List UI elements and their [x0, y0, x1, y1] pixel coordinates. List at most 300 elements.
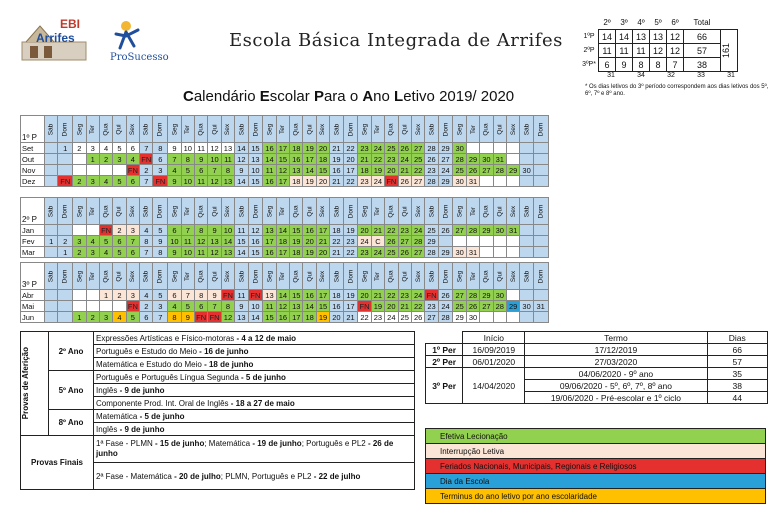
day-cell: 26	[411, 312, 424, 323]
day-cell: 4	[99, 247, 112, 258]
day-cell: 22	[371, 154, 384, 165]
footer-value: 31	[727, 72, 735, 79]
day-cell	[45, 312, 58, 323]
day-cell: FN	[426, 290, 437, 300]
day-header: Sex	[126, 198, 139, 225]
day-cell: 26	[398, 247, 411, 258]
day-header: Sáb	[520, 263, 533, 290]
day-header: Ter	[371, 198, 384, 225]
day-header: Qua	[385, 116, 398, 143]
day-header: Sáb	[45, 116, 58, 143]
day-header: Dom	[58, 116, 73, 143]
day-cell: 15	[235, 236, 248, 247]
day-cell: FN	[386, 176, 397, 186]
day-cell: 16	[290, 154, 303, 165]
day-header: Qui	[303, 263, 316, 290]
day-cell: 2	[73, 247, 86, 258]
day-header: Qui	[113, 116, 126, 143]
footer-value: 34	[637, 72, 645, 79]
day-header: Qua	[290, 116, 303, 143]
day-cell: 30	[480, 154, 493, 165]
day-cell: 31	[493, 154, 506, 165]
prova-final-item: 1ª Fase - PLMN - 15 de junho; Matemática - 19 de junho; Português e PL2 - 26 de junho	[94, 436, 415, 463]
day-cell	[99, 301, 112, 312]
day-cell: 5	[181, 165, 194, 176]
svg-text:EBI: EBI	[60, 17, 81, 31]
day-cell: 27	[480, 165, 493, 176]
day-header: Qua	[99, 198, 112, 225]
day-header: Sex	[411, 116, 424, 143]
prosucesso-logo	[104, 14, 184, 64]
legend-item: Terminus do ano letivo por ano escolaridade	[426, 489, 766, 504]
day-cell: 23	[425, 165, 438, 176]
day-cell: 21	[358, 154, 371, 165]
day-cell: 27	[398, 236, 411, 247]
day-cell: 22	[343, 176, 358, 187]
day-cell: 24	[398, 154, 411, 165]
day-header: Dom	[533, 263, 548, 290]
year-header: 5º	[654, 18, 662, 27]
day-header: Qua	[290, 263, 303, 290]
day-cell: 28	[466, 225, 479, 236]
day-cell: 4	[140, 290, 153, 301]
day-cell	[58, 225, 73, 236]
period-label: 3ºP*	[582, 61, 596, 68]
day-header: Dom	[153, 198, 168, 225]
month-row	[21, 236, 549, 247]
day-header: Seg	[263, 263, 276, 290]
day-cell: 20	[330, 312, 343, 323]
legend-item: Feriados Nacionais, Municipais, Regionais e Religiosos	[426, 459, 766, 474]
day-cell: 7	[153, 312, 168, 323]
day-cell: 25	[453, 165, 466, 176]
day-cell: 24	[411, 225, 424, 236]
day-cell: FN	[248, 290, 263, 301]
day-cell	[480, 143, 493, 154]
day-cell: 27	[411, 247, 424, 258]
day-cell: 7	[140, 143, 153, 154]
day-cell	[45, 247, 58, 258]
day-cell: 8	[221, 301, 234, 312]
day-cell: 29	[438, 143, 453, 154]
day-cell: 7	[126, 236, 139, 247]
summary-cell: 14	[616, 30, 633, 44]
legend-item: Efetiva Lecionação	[426, 429, 766, 444]
day-cell: 18	[358, 165, 371, 176]
day-cell: 23	[371, 312, 384, 323]
day-cell	[493, 176, 506, 187]
svg-text:Arrifes: Arrifes	[36, 31, 75, 45]
day-cell: 11	[263, 165, 276, 176]
day-cell: 4	[168, 301, 181, 312]
provas-afericao-label: Provas de Aferição	[21, 332, 49, 436]
day-cell: 21	[371, 225, 384, 236]
year-header: 2º	[603, 18, 611, 27]
day-cell: 19	[316, 312, 329, 323]
summary-cell: 11	[633, 44, 650, 58]
day-cell: 12	[208, 176, 221, 187]
day-header: Qua	[194, 116, 207, 143]
day-cell: FN	[153, 176, 168, 187]
day-cell: 4	[126, 154, 139, 165]
day-header: Dom	[248, 263, 263, 290]
day-cell	[520, 312, 533, 323]
day-cell: 14	[303, 165, 316, 176]
day-cell	[73, 154, 86, 165]
day-header: Sex	[411, 263, 424, 290]
day-cell: 21	[343, 312, 358, 323]
day-cell: 11	[194, 176, 207, 187]
day-header: Qui	[208, 198, 221, 225]
day-cell: 8	[153, 143, 168, 154]
day-cell	[507, 290, 520, 301]
day-cell: 21	[316, 236, 329, 247]
day-cell: 9	[235, 165, 248, 176]
month-row	[21, 154, 549, 165]
day-cell	[533, 165, 548, 176]
prova-item: Português e Português Língua Segunda - 5 de junho	[94, 371, 415, 384]
day-header: Seg	[73, 263, 86, 290]
day-cell: 6	[113, 236, 126, 247]
day-cell: 3	[126, 225, 139, 236]
summary-cell: 11	[599, 44, 616, 58]
day-cell: 24	[371, 247, 384, 258]
day-cell: 27	[411, 143, 424, 154]
year-header: 3º	[620, 18, 628, 27]
day-header: Dom	[533, 198, 548, 225]
period-start: 06/01/2020	[463, 356, 525, 368]
day-header: Sáb	[140, 198, 153, 225]
day-header: Sáb	[235, 263, 248, 290]
day-header: Dom	[533, 116, 548, 143]
day-cell: 23	[358, 143, 371, 154]
day-cell	[45, 154, 58, 165]
legend-item: Interrupção Letiva	[426, 444, 766, 459]
day-cell: 10	[221, 225, 234, 236]
day-cell: 23	[358, 247, 371, 258]
day-header: Sáb	[45, 263, 58, 290]
day-cell: FN	[58, 176, 73, 187]
total-header: Total	[693, 18, 711, 27]
day-cell	[493, 247, 506, 258]
day-cell: 9	[208, 290, 221, 301]
day-header: Sex	[221, 263, 234, 290]
day-cell: 19	[371, 301, 384, 312]
day-cell: 2	[113, 290, 126, 301]
day-cell	[533, 225, 548, 236]
day-cell	[493, 236, 506, 247]
day-cell: 23	[398, 225, 411, 236]
day-cell: 31	[507, 225, 520, 236]
day-cell: 18	[303, 312, 316, 323]
day-cell	[45, 290, 58, 301]
day-cell: 21	[371, 290, 384, 301]
day-cell: FN	[141, 154, 152, 164]
block-title: 1º P	[21, 116, 45, 143]
year-header: 4º	[637, 18, 645, 27]
month-row	[21, 312, 549, 323]
day-header: Seg	[453, 263, 466, 290]
day-cell: 14	[303, 301, 316, 312]
day-cell: 17	[290, 312, 303, 323]
day-cell: 13	[263, 225, 276, 236]
day-header: Seg	[358, 116, 371, 143]
day-cell: 26	[385, 236, 398, 247]
day-cell	[438, 236, 453, 247]
day-cell: 27	[453, 290, 466, 301]
day-cell: 4	[113, 312, 126, 323]
day-cell: 18	[316, 154, 329, 165]
day-cell: 22	[343, 247, 358, 258]
day-header: Sex	[316, 116, 329, 143]
day-cell: 26	[466, 301, 479, 312]
day-cell: 23	[398, 290, 411, 301]
day-cell: 7	[208, 165, 221, 176]
day-header: Seg	[73, 116, 86, 143]
month-label: Out	[21, 154, 45, 165]
day-cell: 9	[168, 176, 181, 187]
summary-cell: 13	[633, 30, 650, 44]
day-cell: 4	[99, 176, 112, 187]
day-cell: 10	[208, 154, 221, 165]
provas-finais-label: Provas Finais	[21, 436, 94, 490]
summary-cell: 8	[650, 58, 667, 72]
day-cell: 19	[330, 154, 343, 165]
day-header: Ter	[466, 198, 479, 225]
day-cell: 15	[290, 225, 303, 236]
day-header: Dom	[438, 198, 453, 225]
block-title: 2º P	[21, 198, 45, 225]
day-cell: 1	[58, 247, 73, 258]
day-cell: 21	[330, 143, 343, 154]
day-cell: 2	[73, 176, 86, 187]
period-label: 2ºP	[583, 47, 595, 54]
day-cell: 17	[303, 154, 316, 165]
day-cell: FN	[196, 312, 207, 322]
day-cell: 18	[330, 225, 343, 236]
day-cell: FN	[127, 165, 138, 175]
day-cell: 5	[153, 225, 168, 236]
day-cell: 22	[385, 225, 398, 236]
day-cell: 28	[411, 236, 424, 247]
grand-total: 161	[721, 30, 738, 72]
footer-value: 32	[667, 72, 675, 79]
days-summary-table	[580, 16, 738, 72]
day-header: Qua	[290, 198, 303, 225]
month-label: Jun	[21, 312, 45, 323]
day-cell	[507, 247, 520, 258]
day-cell: 15	[290, 290, 303, 301]
day-cell: 4	[168, 165, 181, 176]
day-header: Sáb	[330, 198, 343, 225]
day-cell: 15	[276, 154, 289, 165]
day-header: Seg	[168, 263, 181, 290]
day-header: Ter	[86, 116, 99, 143]
day-header: Qui	[208, 263, 221, 290]
prova-item: Matemática - 5 de junho	[94, 410, 415, 423]
day-header: Sáb	[235, 116, 248, 143]
day-cell: FN	[222, 290, 233, 300]
day-cell: 29	[507, 301, 520, 312]
day-cell: FN	[127, 301, 138, 311]
day-cell: 24	[358, 236, 371, 247]
day-cell: 9	[153, 236, 168, 247]
calendar-block	[20, 262, 549, 323]
day-header: Sex	[316, 263, 329, 290]
day-cell: 27	[480, 301, 493, 312]
summary-cell: 11	[616, 44, 633, 58]
day-header: Qua	[99, 116, 112, 143]
day-header: Qua	[480, 263, 493, 290]
day-cell	[480, 312, 493, 323]
day-header: Qui	[493, 116, 506, 143]
day-cell: 1	[58, 143, 73, 154]
day-cell: 31	[533, 301, 548, 312]
legend	[425, 428, 766, 504]
day-cell: 7	[208, 301, 221, 312]
day-cell: 6	[168, 290, 181, 301]
day-cell: 19	[343, 290, 358, 301]
day-cell: 8	[153, 247, 168, 258]
month-row	[21, 165, 549, 176]
day-cell: 14	[263, 154, 276, 165]
day-cell: 16	[263, 176, 276, 187]
day-cell: 28	[466, 290, 479, 301]
day-cell: 30	[466, 312, 479, 323]
day-cell: 15	[248, 143, 263, 154]
day-header: Seg	[263, 116, 276, 143]
day-cell: 8	[194, 290, 207, 301]
summary-cell: 9	[616, 58, 633, 72]
day-cell: 29	[466, 154, 479, 165]
day-cell: 5	[113, 143, 126, 154]
year-label: 2º Ano	[49, 332, 94, 371]
day-cell: 3	[99, 312, 112, 323]
prova-item: Português e Estudo do Meio - 16 de junho	[94, 345, 415, 358]
day-cell: 17	[276, 143, 289, 154]
day-cell	[520, 247, 533, 258]
day-cell: 9	[181, 312, 194, 323]
day-header: Ter	[181, 116, 194, 143]
day-cell	[45, 225, 58, 236]
month-label: Mai	[21, 301, 45, 312]
calendar-block	[20, 115, 549, 187]
day-cell: 23	[385, 154, 398, 165]
summary-cell: 8	[633, 58, 650, 72]
day-cell: 2	[86, 312, 99, 323]
day-cell: 21	[330, 176, 343, 187]
month-row	[21, 176, 549, 187]
day-cell: 14	[276, 225, 289, 236]
day-cell: 10	[248, 301, 263, 312]
day-header: Sáb	[140, 116, 153, 143]
day-header: Ter	[276, 263, 289, 290]
day-cell: 15	[248, 247, 263, 258]
day-cell: 11	[263, 301, 276, 312]
day-cell: 14	[235, 143, 248, 154]
day-header: Sáb	[425, 198, 438, 225]
month-row	[21, 143, 549, 154]
day-cell	[533, 247, 548, 258]
prova-item: Expressões Artísticas e Físico-motoras - 4 a 12 de maio	[94, 332, 415, 345]
day-cell: 2	[73, 143, 86, 154]
day-cell: 20	[303, 236, 316, 247]
day-cell: 12	[208, 247, 221, 258]
day-cell: 19	[303, 247, 316, 258]
day-cell: 10	[181, 247, 194, 258]
day-cell: 30	[493, 290, 506, 301]
prova-final-item: 2ª Fase - Matemática - 20 de julho; PLMN, Português e PL2 - 22 de julho	[94, 463, 415, 490]
day-cell	[73, 301, 86, 312]
day-header: Sex	[126, 263, 139, 290]
summary-note: * Os dias letivos do 3º período correspondem aos dias letivos dos 5º, 6º, 7º e 8º ano.	[585, 84, 768, 97]
day-cell	[45, 176, 58, 187]
day-cell	[99, 165, 112, 176]
day-cell: 3	[86, 247, 99, 258]
day-cell: 20	[343, 154, 358, 165]
day-cell: 18	[290, 247, 303, 258]
day-cell: FN	[209, 312, 220, 322]
day-cell: 20	[385, 165, 398, 176]
day-cell	[507, 176, 520, 187]
day-cell	[113, 165, 126, 176]
day-header: Dom	[58, 198, 73, 225]
day-cell	[520, 154, 533, 165]
day-cell: 5	[153, 290, 168, 301]
day-cell: 6	[194, 165, 207, 176]
legend-item: Dia da Escola	[426, 474, 766, 489]
summary-total: 66	[684, 30, 721, 44]
calendar-block	[20, 197, 549, 258]
period-days: 44	[707, 392, 768, 404]
day-cell: 8	[221, 165, 234, 176]
day-cell: 27	[425, 312, 438, 323]
day-cell: 14	[221, 236, 234, 247]
day-cell	[533, 143, 548, 154]
day-cell: 11	[194, 143, 207, 154]
day-cell: 9	[168, 247, 181, 258]
day-cell: 6	[168, 225, 181, 236]
day-cell	[466, 236, 479, 247]
day-header: Qua	[480, 116, 493, 143]
day-cell: 29	[480, 225, 493, 236]
day-cell: 3	[126, 290, 139, 301]
day-header: Qui	[208, 116, 221, 143]
day-header: Sex	[126, 116, 139, 143]
day-cell: 5	[181, 301, 194, 312]
day-cell	[507, 236, 520, 247]
day-cell: 25	[398, 312, 411, 323]
summary-cell: 12	[650, 44, 667, 58]
day-header: Dom	[153, 263, 168, 290]
day-cell: 2	[140, 165, 153, 176]
day-cell: 5	[126, 312, 139, 323]
day-header: Sáb	[140, 263, 153, 290]
year-label: 8º Ano	[49, 410, 94, 436]
day-header: Sáb	[45, 198, 58, 225]
day-cell: 12	[248, 225, 263, 236]
day-cell: 3	[113, 154, 126, 165]
day-cell: 27	[438, 154, 453, 165]
day-cell: 7	[140, 247, 153, 258]
day-cell: 25	[453, 301, 466, 312]
day-cell: 26	[438, 290, 453, 301]
month-row	[21, 290, 549, 301]
day-cell: 30	[520, 165, 533, 176]
day-header: Seg	[453, 198, 466, 225]
day-cell: 28	[425, 143, 438, 154]
day-header: Ter	[86, 198, 99, 225]
